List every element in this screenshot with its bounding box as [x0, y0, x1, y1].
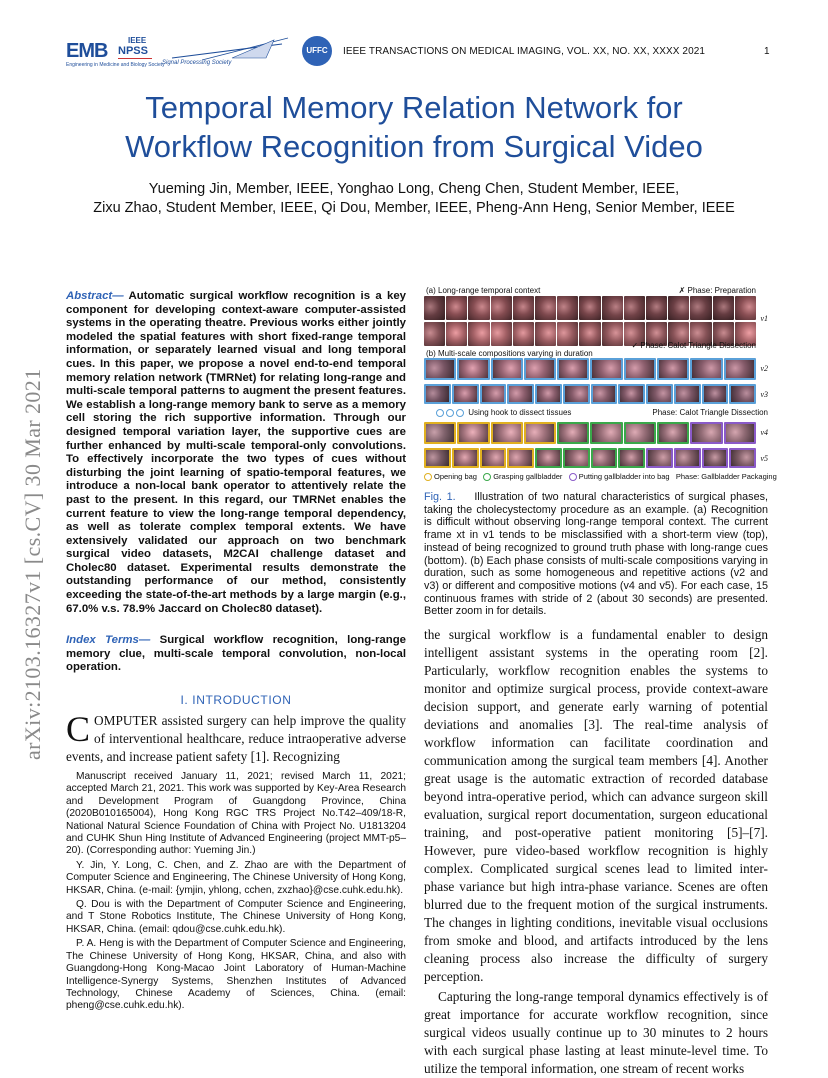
video-frame-thumbnail	[491, 296, 512, 320]
caption-text: Illustration of two natural characteristics of surgical phases, taking the cholecystectomy procedure as an example. (a) Recognition is difficult without observing long-range temporal context. The current frame xt in v1 tends to be misclassified with a short-term view (top), instead of being recognized to ground truth phase with long-range cues (bottom). (b) Each phase consists of multi-scale compositions varying in duration, such as some homogeneous and repetitive actions (v2 and v3) or different and compositive motions (v4 and v5). For each case, 15 continuous frames with stride of 2 (about 30 seconds) are presented. Better zoom in for details.	[424, 491, 768, 618]
video-frame-thumbnail	[557, 322, 578, 346]
video-frame-thumbnail	[690, 422, 722, 444]
video-frame-thumbnail	[424, 448, 451, 468]
npss-logo-text: NPSS	[118, 45, 148, 57]
video-frame-thumbnail	[590, 358, 622, 380]
video-frame-thumbnail	[557, 296, 578, 320]
phase-preparation-label: ✗ Phase: Preparation	[678, 286, 756, 295]
figure-caption	[424, 491, 768, 618]
right-column-body	[424, 626, 768, 1078]
video-frame-thumbnail	[480, 384, 507, 404]
legend-putting: Putting gallbladder into bag	[578, 472, 670, 481]
footnotes	[66, 771, 406, 1015]
video-frame-thumbnail	[424, 384, 451, 404]
frame-strip-v2	[424, 358, 756, 380]
title-line-1: Temporal Memory Relation Network for	[145, 90, 683, 125]
video-frame-thumbnail	[524, 358, 556, 380]
circle-icon	[436, 409, 444, 417]
video-frame-thumbnail	[729, 384, 756, 404]
npss-logo	[118, 36, 152, 66]
video-frame-thumbnail	[579, 322, 600, 346]
video-frame-thumbnail	[424, 296, 445, 320]
video-frame-thumbnail	[668, 296, 689, 320]
frame-strip-v3	[424, 384, 756, 404]
video-frame-thumbnail	[452, 384, 479, 404]
video-frame-thumbnail	[491, 322, 512, 346]
title-line-2: Workflow Recognition from Surgical Video	[125, 129, 703, 164]
phase-calot-label-b: Phase: Calot Triangle Dissection	[652, 408, 768, 417]
video-frame-thumbnail	[535, 384, 562, 404]
v2-label: v2	[760, 364, 768, 373]
ieee-logo-text: IEEE	[128, 36, 147, 45]
section-heading: I. INTRODUCTION	[180, 693, 292, 707]
figure-legend	[424, 472, 777, 481]
video-frame-thumbnail	[457, 358, 489, 380]
video-frame-thumbnail	[468, 322, 489, 346]
society-logos	[66, 34, 336, 68]
circle-icon	[446, 409, 454, 417]
video-frame-thumbnail	[446, 322, 467, 346]
v1-label: v1	[760, 314, 768, 323]
video-frame-thumbnail	[624, 422, 656, 444]
npss-underline	[118, 58, 152, 64]
video-frame-thumbnail	[690, 358, 722, 380]
index-terms-label: Index Terms—	[66, 634, 151, 646]
authors-line-2: Zixu Zhao, Student Member, IEEE, Qi Dou, Member, IEEE, Pheng-Ann Heng, Senior Member, IEEE	[93, 200, 735, 216]
page-number: 1	[764, 46, 770, 57]
caption-label: Fig. 1.	[424, 491, 456, 503]
video-frame-thumbnail	[513, 322, 534, 346]
video-frame-thumbnail	[424, 322, 445, 346]
video-frame-thumbnail	[452, 448, 479, 468]
intro-paragraph	[66, 709, 406, 766]
sps-logo-graphic	[162, 34, 292, 68]
video-frame-thumbnail	[618, 448, 645, 468]
hook-label: Using hook to dissect tissues	[468, 408, 572, 417]
v5-label: v5	[760, 454, 768, 463]
video-frame-thumbnail	[657, 358, 689, 380]
video-frame-thumbnail	[424, 358, 456, 380]
abstract-label: Abstract—	[66, 290, 124, 302]
video-frame-thumbnail	[535, 322, 556, 346]
arxiv-stamp: arXiv:2103.16327v1 [cs.CV] 30 Mar 2021	[20, 368, 45, 760]
drop-cap: C	[66, 709, 91, 749]
video-frame-thumbnail	[729, 448, 756, 468]
index-terms	[66, 634, 406, 675]
video-frame-thumbnail	[507, 384, 534, 404]
video-frame-thumbnail	[535, 448, 562, 468]
video-frame-thumbnail	[674, 384, 701, 404]
video-frame-thumbnail	[563, 384, 590, 404]
frame-strip-v1-top	[424, 296, 756, 320]
video-frame-thumbnail	[646, 296, 667, 320]
footnote-affiliation-3: P. A. Heng is with the Department of Computer Science and Engineering, The Chinese University of Hong Kong, HKSAR, China, and also with Guangdong-Hong Kong-Macao Joint Laboratory of Human-Machine Intelligence-Synergy Systems, Shenzhen Institutes of Advanced Technology, Chinese Academy of Sciences, China. (email: pheng@cse.cuhk.edu.hk).	[66, 938, 406, 1012]
video-frame-thumbnail	[724, 358, 756, 380]
body-paragraph-1: the surgical workflow is a fundamental enabler to design intelligent assistant systems in the operating room [2]. Particularly, workflow recognition enables the systems to monitor and optimize surgical process, provide context-aware decision support, and generate early warning of potential deviations and anomalies [3]. The real-time analysis of workflow information can facilitate coordination and communication among the surgical team members [4]. Another great usage is the automatic extraction of recorded database beyond intra-operative period, which can advance surgeon skill evaluation, surgical report documentation, surgeon educational training, and post-operative patient monitoring [5]–[7]. However, pure video-based workflow recognition is highly complex. Complicated surgical scenes lead to limited inter-phase variance but high intra-phase variance. Scenes are often blurred due to the frequent motion of the surgical instruments. The changes in lighting conditions, inevitable visual occlusions from smoke and blood, and artifacts introduced by the lens cleaning process also increase the difficulty of surgery perception.	[424, 627, 768, 984]
video-frame-thumbnail	[657, 422, 689, 444]
svg-text:Signal Processing Society: Signal Processing Society	[162, 60, 232, 66]
ufcc-logo: UFFC	[302, 36, 332, 66]
video-frame-thumbnail	[702, 384, 729, 404]
video-frame-thumbnail	[602, 322, 623, 346]
video-frame-thumbnail	[646, 384, 673, 404]
body-paragraph-2: Capturing the long-range temporal dynamics effectively is of great importance for accurate workflow recognition, since surgical videos usually continue up to 30 minutes to 2 hours with each surgical phase lasting at least minute-level time. To utilize the temporal information, one stream of recent works	[424, 989, 768, 1076]
video-frame-thumbnail	[468, 296, 489, 320]
video-frame-thumbnail	[702, 448, 729, 468]
legend-phase: Phase: Gallbladder Packaging	[675, 472, 777, 481]
video-frame-thumbnail	[457, 422, 489, 444]
video-frame-thumbnail	[524, 422, 556, 444]
authors-line-1: Yueming Jin, Member, IEEE, Yonghao Long, Cheng Chen, Student Member, IEEE,	[148, 181, 680, 197]
video-frame-thumbnail	[491, 422, 523, 444]
video-frame-thumbnail	[557, 358, 589, 380]
phase-calot-label-a: ✓ Phase: Calot Triangle Dissection	[631, 341, 756, 350]
emb-logo-subtitle: Engineering in Medicine and Biology Society	[66, 62, 165, 68]
video-frame-thumbnail	[480, 448, 507, 468]
sps-logo	[162, 34, 292, 68]
video-frame-thumbnail	[513, 296, 534, 320]
video-frame-thumbnail	[618, 384, 645, 404]
video-frame-thumbnail	[491, 358, 523, 380]
video-frame-thumbnail	[535, 296, 556, 320]
video-frame-thumbnail	[446, 296, 467, 320]
video-frame-thumbnail	[602, 296, 623, 320]
frame-strip-v4	[424, 422, 756, 444]
abstract-text: Automatic surgical workflow recognition is a key component for developing context-aware computer-assisted systems in the operating theatre. Previous works either jointly modeled the spatial features with short fixed-range temporal information, or separately learned visual and long temporal cues. In this paper, we propose a novel end-to-end temporal memory relation network (TMRNet) for relating long-range and multi-scale temporal patterns to augment the present features. We establish a long-range memory bank to serve as a memory cell storing the rich supportive information. Through our designed temporal variation layer, the supportive cues are further enhanced by multi-scale temporal-only convolutions. To effectively incorporate the two types of cues without disturbing the joint learning of spatio-temporal features, we introduce a non-local bank operator to attentively relate the past to the present. In this regard, our TMRNet enables the current feature to view the long-range temporal dependency, as well as tolerate complex temporal extents. We have extensively validated our approach on two benchmark surgical video datasets, M2CAI challenge dataset and Cholec80 dataset. Experimental results demonstrate the outstanding performance of our method, consistently exceeding the state-of-the-art methods by a large margin (e.g., 67.0% v.s. 78.9% Jaccard on Cholec80 dataset).	[66, 290, 407, 615]
journal-header: IEEE TRANSACTIONS ON MEDICAL IMAGING, VOL. XX, NO. XX, XXXX 2021	[343, 46, 706, 57]
video-frame-thumbnail	[646, 448, 673, 468]
video-frame-thumbnail	[579, 296, 600, 320]
frame-strip-v5	[424, 448, 756, 468]
author-list	[60, 180, 768, 218]
figure-label-b: (b) Multi-scale compositions varying in duration	[426, 349, 593, 358]
video-frame-thumbnail	[557, 422, 589, 444]
paper-title	[60, 88, 768, 166]
video-frame-thumbnail	[674, 448, 701, 468]
video-frame-thumbnail	[624, 296, 645, 320]
emb-logo: EMB	[66, 40, 108, 62]
figure-1	[424, 286, 777, 482]
intro-text: OMPUTER assisted surgery can help improve the quality of interventional healthcare, reduce intraoperative adverse events, and increase patient safety [1]. Recognizing	[66, 713, 406, 764]
hook-legend	[436, 408, 571, 417]
video-frame-thumbnail	[624, 358, 656, 380]
video-frame-thumbnail	[735, 296, 756, 320]
footnote-affiliation-1: Y. Jin, Y. Long, C. Chen, and Z. Zhao are with the Department of Computer Science and Engineering, The Chinese University of Hong Kong, HKSAR, China. (e-mail: {ymjin, yhlong, cchen, zxzhao}@cse.cuhk.edu.hk).	[66, 859, 406, 896]
footnote-affiliation-2: Q. Dou is with the Department of Computer Science and Engineering, and T Stone Robotics Institute, The Chinese University of Hong Kong, HKSAR, China. (email: qdou@cse.cuhk.edu.hk).	[66, 899, 406, 935]
legend-opening-bag: Opening bag	[434, 472, 477, 481]
circle-icon	[424, 473, 432, 481]
v4-label: v4	[760, 428, 768, 437]
video-frame-thumbnail	[424, 422, 456, 444]
video-frame-thumbnail	[724, 422, 756, 444]
figure-label-a: (a) Long-range temporal context	[426, 286, 541, 295]
circle-icon	[569, 473, 577, 481]
abstract	[66, 290, 406, 616]
circle-icon	[456, 409, 464, 417]
video-frame-thumbnail	[713, 296, 734, 320]
video-frame-thumbnail	[507, 448, 534, 468]
circle-icon	[483, 473, 491, 481]
video-frame-thumbnail	[591, 448, 618, 468]
video-frame-thumbnail	[690, 296, 711, 320]
video-frame-thumbnail	[563, 448, 590, 468]
index-terms-text: Surgical workflow recognition, long-range memory clue, multi-scale temporal convolution, non-local operation.	[66, 634, 406, 674]
v3-label: v3	[760, 390, 768, 399]
legend-grasping: Grasping gallbladder	[493, 472, 563, 481]
video-frame-thumbnail	[591, 384, 618, 404]
footnote-manuscript: Manuscript received January 11, 2021; revised March 11, 2021; accepted March 21, 2021. This work was supported by Key-Area Research and Development Program of Guangdong Province, China (2020B010165004), Hong Kong RGC TRS Project No.T42–409/18-R, National Natural Science Foundation of China with Project No. U1813204 and CUHK Shun Hing Institute of Advanced Engineering (project MMT-p5–20). (Corresponding author: Yueming Jin.)	[66, 771, 406, 857]
video-frame-thumbnail	[590, 422, 622, 444]
